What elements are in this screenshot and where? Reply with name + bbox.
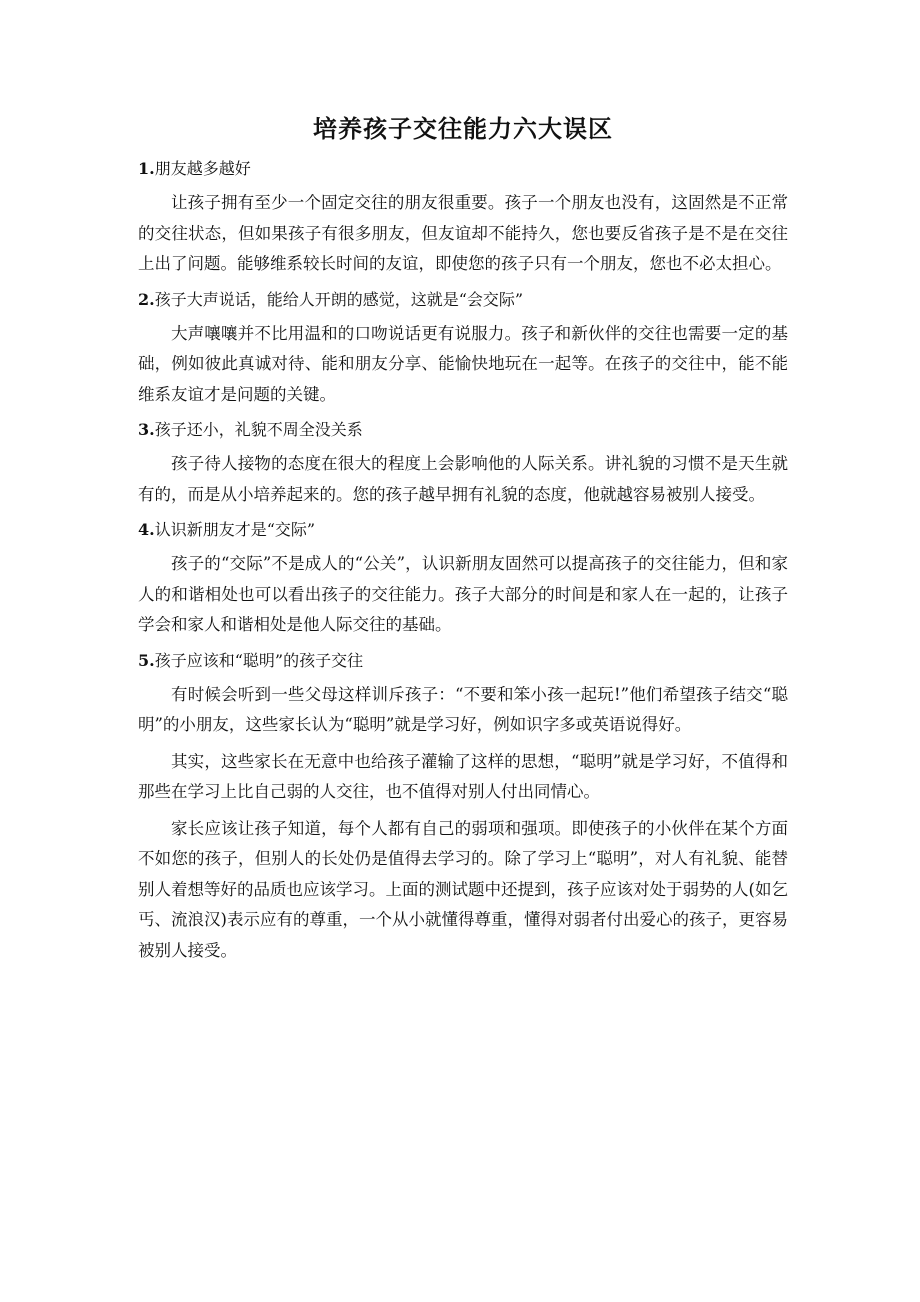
section-heading-text: 朋友越多越好 [154,159,251,178]
section-heading [138,152,788,185]
section-2 [138,283,788,414]
section-number: 3. [138,420,155,439]
section-number: 4. [138,520,155,539]
section-5 [138,644,788,970]
section-1 [138,152,788,283]
paragraph: 大声嚷嚷并不比用温和的口吻说话更有说服力。孩子和新伙伴的交往也需要一定的基础，例如彼此真诚对待、能和朋友分享、能愉快地玩在一起等。在孩子的交往中，能不能维系友谊才是问题的关键。 [138,323,788,404]
section-heading [138,283,788,316]
paragraph: 有时候会听到一些父母这样训斥孩子：“不要和笨小孩一起玩!”他们希望孩子结交“聪明”的小朋友，这些家长认为“聪明”就是学习好，例如识字多或英语说得好。 [138,684,788,734]
section-heading-text: 认识新朋友才是“交际” [154,520,316,539]
section-3 [138,413,788,513]
paragraph: 其实，这些家长在无意中也给孩子灌输了这样的思想，“聪明”就是学习好，不值得和那些在学习上比自己弱的人交往，也不值得对别人付出同情心。 [138,751,788,801]
section-heading [138,513,788,546]
section-heading-text: 孩子大声说话，能给人开朗的感觉，这就是“会交际” [154,289,524,309]
paragraph: 让孩子拥有至少一个固定交往的朋友很重要。孩子一个朋友也没有，这固然是不正常的交往状态，但如果孩子有很多朋友，但友谊却不能持久，您也要反省孩子是不是在交往上出了问题。能够维系较长时间的友谊，即使您的孩子只有一个朋友，您也不必太担心。 [138,193,788,273]
paragraph: 孩子的“交际”不是成人的“公关”，认识新朋友固然可以提高孩子的交往能力，但和家人的和谐相处也可以看出孩子的交往能力。孩子大部分的时间是和家人在一起的，让孩子学会和家人和谐相处是他人际交往的基础。 [138,554,788,634]
paragraph: 孩子待人接物的态度在很大的程度上会影响他的人际关系。讲礼貌的习惯不是天生就有的，而是从小培养起来的。您的孩子越早拥有礼貌的态度，他就越容易被别人接受。 [138,454,788,504]
document-page [138,112,788,969]
section-heading [138,644,788,677]
document-title: 培养孩子交往能力六大误区 [313,114,613,143]
section-heading-text: 孩子应该和“聪明”的孩子交往 [154,650,364,670]
section-number: 5. [138,650,155,670]
section-heading-text: 孩子还小，礼貌不周全没关系 [154,420,363,439]
paragraph: 家长应该让孩子知道，每个人都有自己的弱项和强项。即使孩子的小伙伴在某个方面不如您的孩子，但别人的长处仍是值得去学习的。除了学习上“聪明”，对人有礼貌、能替别人着想等好的品质也应该学习。上面的测试题中还提到，孩子应该对处于弱势的人(如乞丐、流浪汉)表示应有的尊重，一个从小就懂得尊重，懂得对弱者付出爱心的孩子，更容易被别人接受。 [138,818,788,960]
section-heading [138,413,788,446]
section-4 [138,513,788,644]
section-number: 1. [138,159,155,178]
section-number: 2. [138,289,155,309]
